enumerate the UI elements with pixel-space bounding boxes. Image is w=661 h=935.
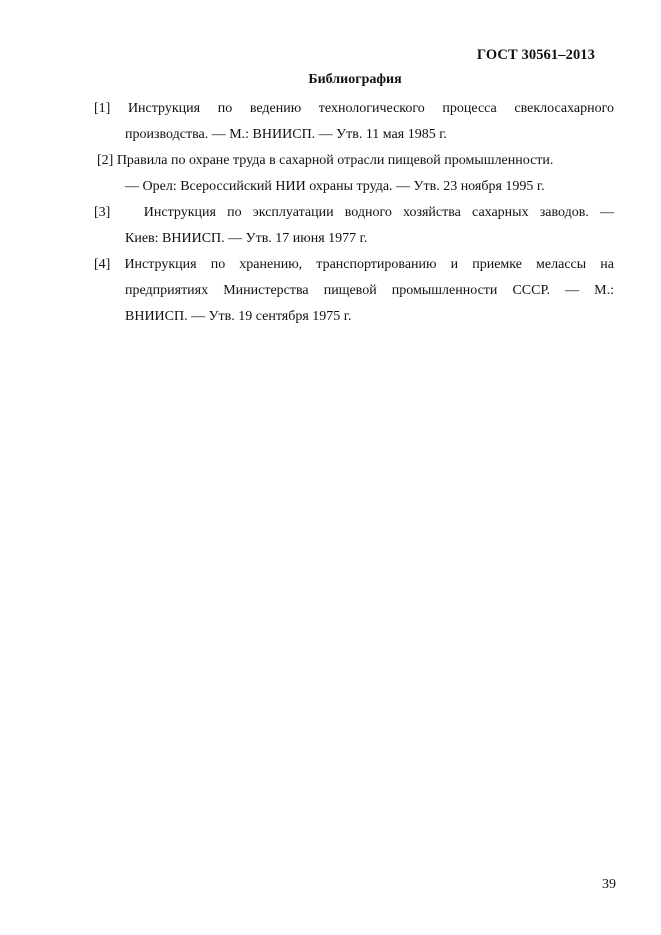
document-code: ГОСТ 30561–2013 — [476, 47, 595, 63]
bibliography-entry-line: [1] Инструкция по ведению технологического процесса свеклосахарного — [94, 101, 614, 116]
bibliography-list — [94, 96, 614, 330]
page-number: 39 — [602, 877, 616, 892]
bibliography-entry-4 — [94, 252, 614, 330]
bibliography-entry-line: ВНИИСП. — Утв. 19 сентября 1975 г. — [125, 309, 352, 324]
bibliography-entry-2 — [94, 148, 614, 200]
bibliography-entry-3 — [94, 200, 614, 252]
bibliography-entry-line: — Орел: Всероссийский НИИ охраны труда. — Утв. 23 ноября 1995 г. — [125, 179, 545, 194]
bibliography-entry-line: [4] Инструкция по хранению, транспортированию и приемке мелассы на — [94, 257, 614, 272]
bibliography-entry-line: [2] Правила по охране труда в сахарной отрасли пищевой промышленности. — [97, 153, 554, 168]
bibliography-entry-1 — [94, 96, 614, 148]
section-title: Библиография — [308, 72, 402, 87]
bibliography-entry-line: производства. — М.: ВНИИСП. — Утв. 11 мая 1985 г. — [125, 127, 447, 142]
bibliography-entry-line: Киев: ВНИИСП. — Утв. 17 июня 1977 г. — [125, 231, 368, 246]
bibliography-entry-line: [3] Инструкция по эксплуатации водного хозяйства сахарных заводов. — — [94, 205, 614, 220]
bibliography-entry-line: предприятиях Министерства пищевой промышленности СССР. — М.: — [125, 283, 614, 298]
